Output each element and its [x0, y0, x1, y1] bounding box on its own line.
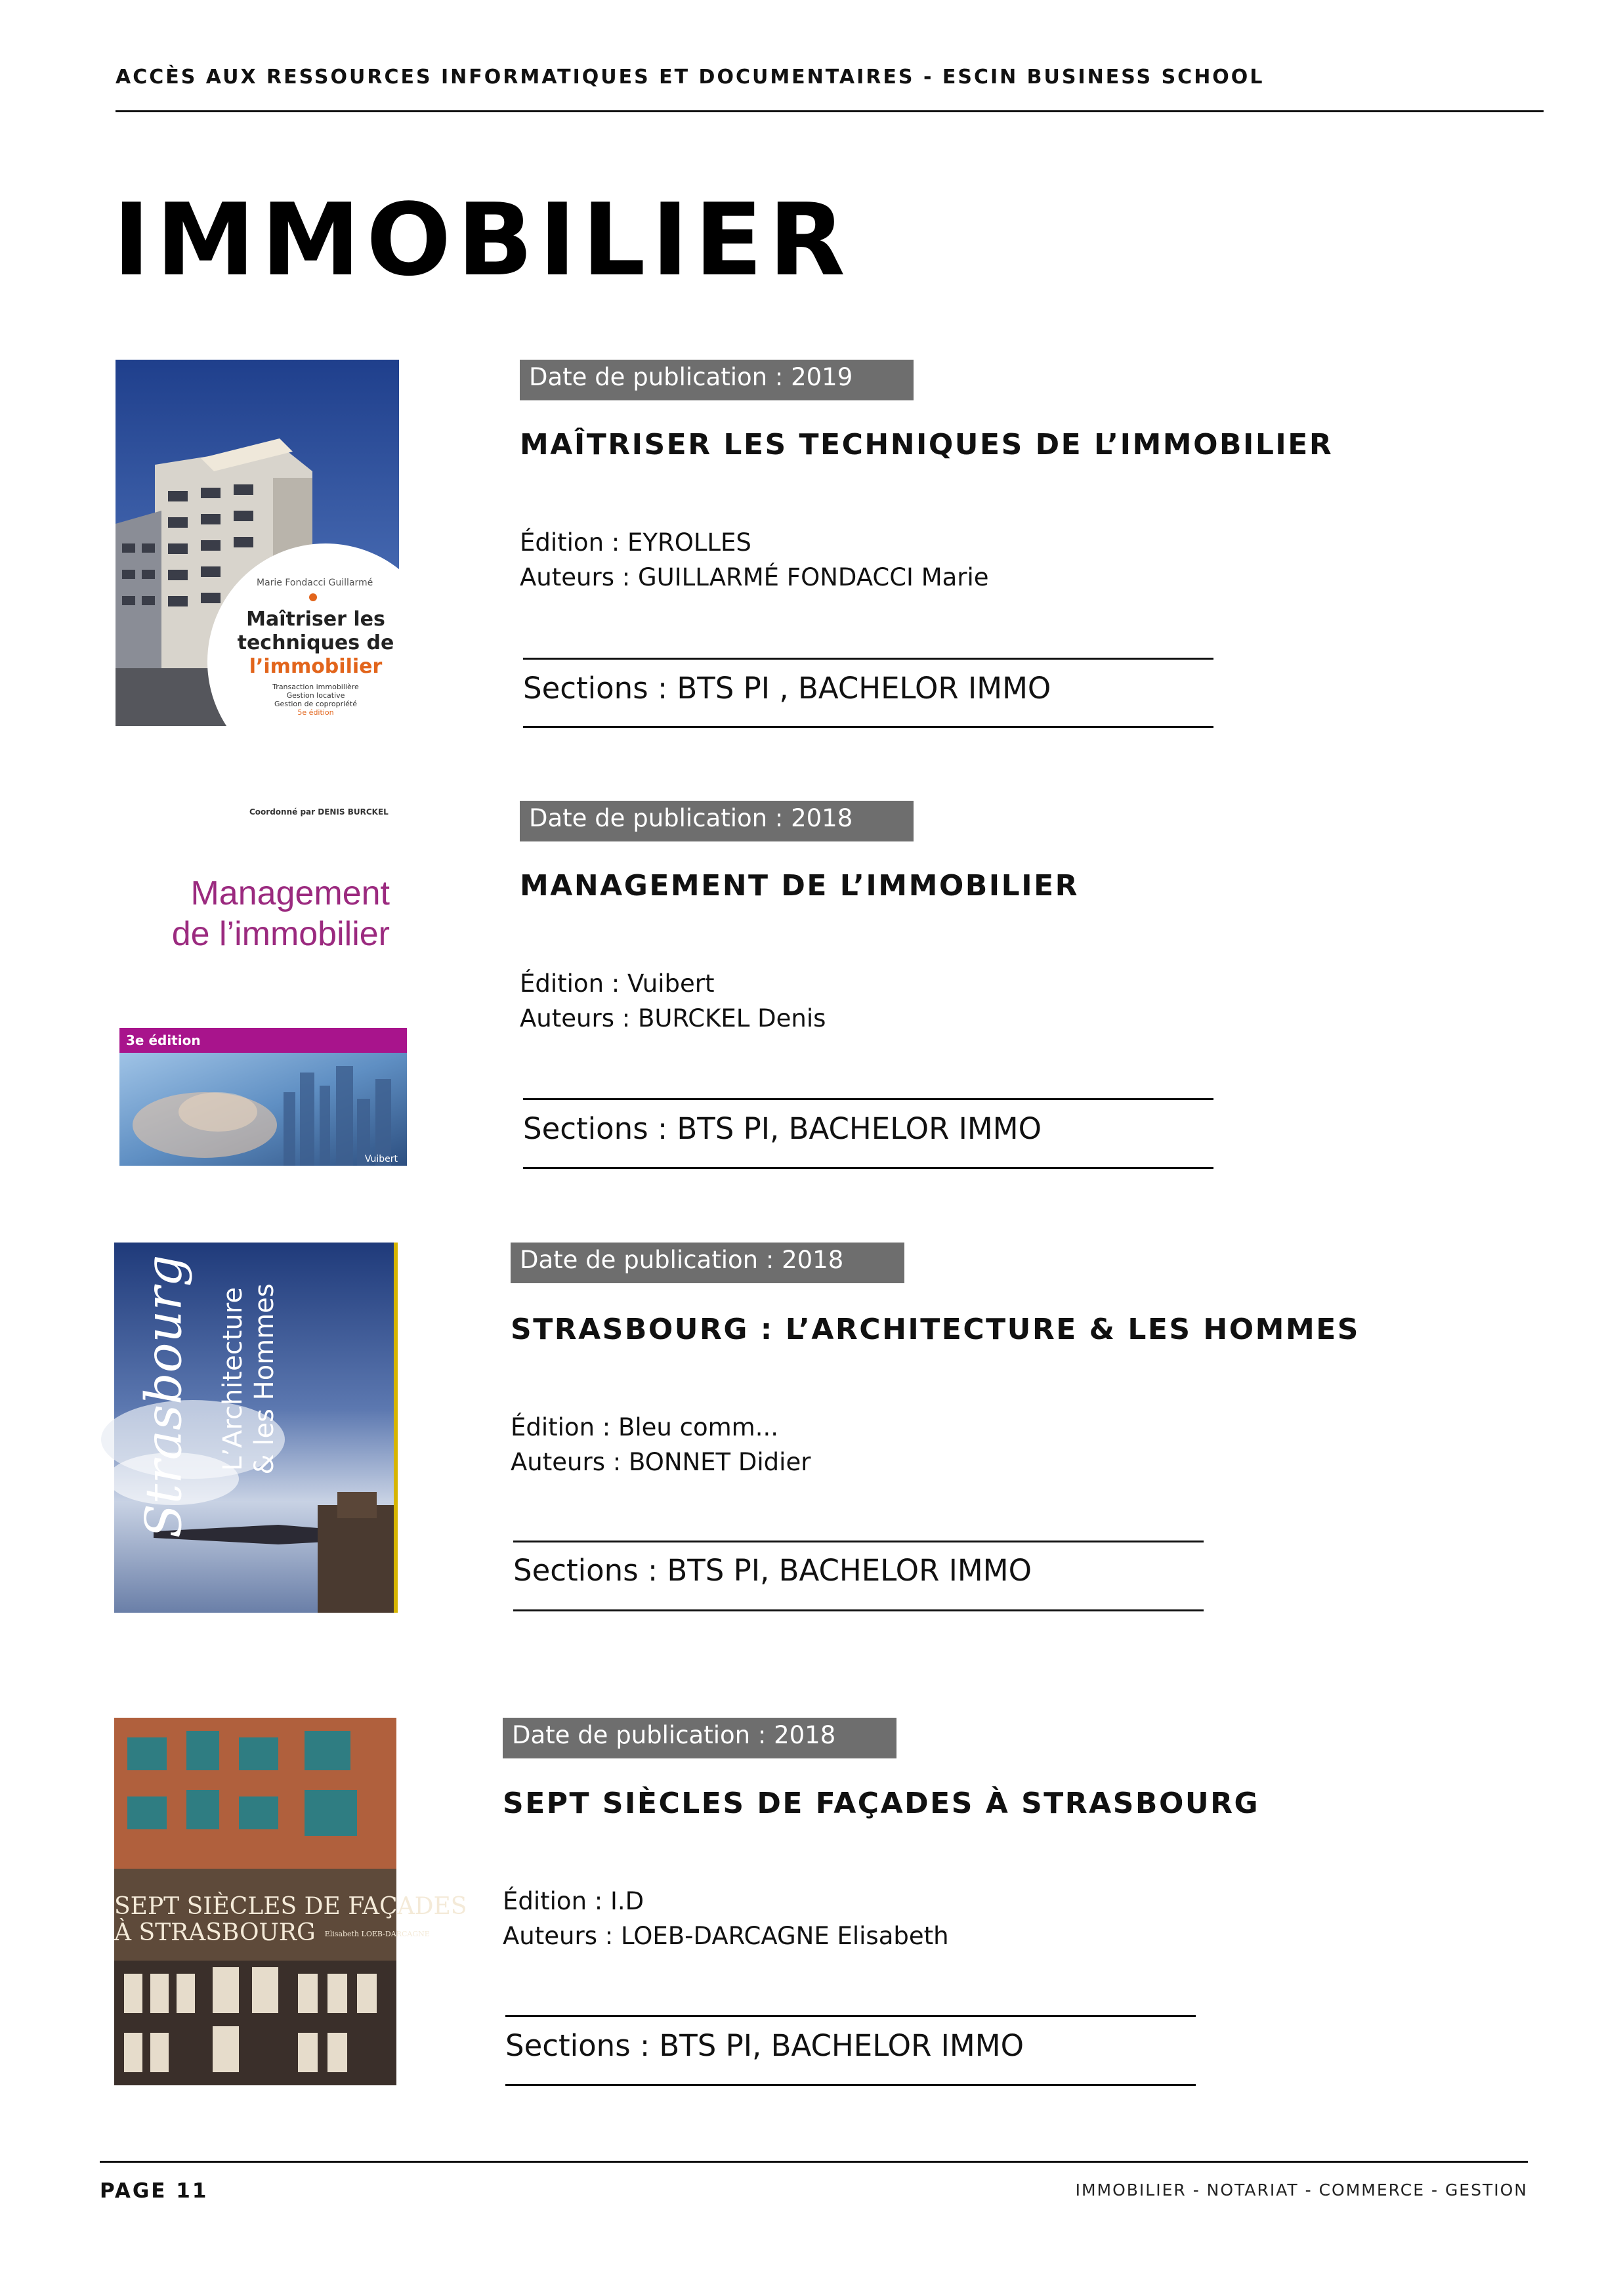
book-edition: Édition : I.D [503, 1887, 644, 1915]
cover-title-1: Maîtriser les techniques de l’immobilier [237, 608, 394, 678]
book-authors: Auteurs : LOEB-DARCAGNE Elisabeth [503, 1922, 949, 1950]
book-sections: Sections : BTS PI, BACHELOR IMMO [513, 1553, 1032, 1588]
book-authors: Auteurs : BONNET Didier [511, 1448, 811, 1476]
publication-date-badge: Date de publication : 2019 [520, 360, 914, 400]
book-sections: Sections : BTS PI, BACHELOR IMMO [523, 1111, 1042, 1146]
sections-top-rule [523, 1098, 1213, 1100]
book-meta [503, 1884, 949, 1953]
book-cover-4[interactable] [114, 1718, 467, 2085]
header-title: ACCÈS AUX RESSOURCES INFORMATIQUES ET DOCUMENTAIRES - ESCIN BUSINESS SCHOOL [116, 66, 1265, 89]
sections-top-rule [505, 2015, 1196, 2017]
cover-title-4: SEPT SIÈCLES DE FAÇADES À STRASBOURG Elisabeth LOEB-DARCAGNE [114, 1893, 467, 1946]
book-authors: Auteurs : BURCKEL Denis [520, 1004, 826, 1032]
publication-date-badge: Date de publication : 2018 [511, 1243, 904, 1283]
cover-title-2: Management de l’immobilier [171, 874, 390, 953]
book-cover-3[interactable] [114, 1243, 398, 1613]
book-meta [511, 1410, 811, 1479]
cover-subtitle-3: L’Architecture & les Hommes [218, 1283, 280, 1475]
book-meta [520, 525, 989, 595]
sections-bottom-rule [505, 2084, 1196, 2086]
book-title: SEPT SIÈCLES DE FAÇADES À STRASBOURG [503, 1787, 1260, 1820]
page-number: PAGE 11 [100, 2179, 209, 2203]
book-title: MANAGEMENT DE L’IMMOBILIER [520, 869, 1080, 903]
footer-categories: IMMOBILIER - NOTARIAT - COMMERCE - GESTION [1075, 2180, 1528, 2200]
book-authors: Auteurs : GUILLARMÉ FONDACCI Marie [520, 563, 989, 591]
book-edition: Édition : Bleu comm... [511, 1413, 778, 1441]
book-edition: Édition : Vuibert [520, 969, 715, 998]
book-sections: Sections : BTS PI, BACHELOR IMMO [505, 2028, 1024, 2063]
footer-divider [100, 2161, 1528, 2163]
cover-coordinator-2: Coordonné par DENIS BURCKEL [249, 807, 389, 817]
cover-author-1: Marie Fondacci Guillarmé [257, 578, 373, 588]
publication-date-badge: Date de publication : 2018 [520, 801, 914, 841]
cover-skyline-2 [119, 1053, 407, 1166]
book-meta [520, 966, 826, 1036]
sections-bottom-rule [523, 726, 1213, 728]
book-title: MAÎTRISER LES TECHNIQUES DE L’IMMOBILIER [520, 428, 1334, 461]
sections-top-rule [523, 658, 1213, 660]
cover-publisher-2: Vuibert [364, 1154, 398, 1164]
cover-title-3: Strasbourg [134, 1254, 193, 1539]
book-sections: Sections : BTS PI , BACHELOR IMMO [523, 671, 1051, 706]
book-title: STRASBOURG : L’ARCHITECTURE & LES HOMMES [511, 1313, 1360, 1346]
page-title: IMMOBILIER [113, 182, 851, 298]
publication-date-badge: Date de publication : 2018 [503, 1718, 896, 1758]
book-cover-1[interactable] [116, 360, 399, 726]
sections-bottom-rule [523, 1167, 1213, 1169]
cover-band-2: 3e édition [119, 1028, 407, 1053]
sections-top-rule [513, 1541, 1204, 1542]
cover-subtitles-1: Transaction immobilière Gestion locative Gestion de copropriété 5e édition [272, 683, 359, 717]
book-edition: Édition : EYROLLES [520, 528, 751, 557]
cover-dot-1 [309, 593, 317, 601]
book-cover-2[interactable] [119, 801, 407, 1166]
sections-bottom-rule [513, 1609, 1204, 1611]
